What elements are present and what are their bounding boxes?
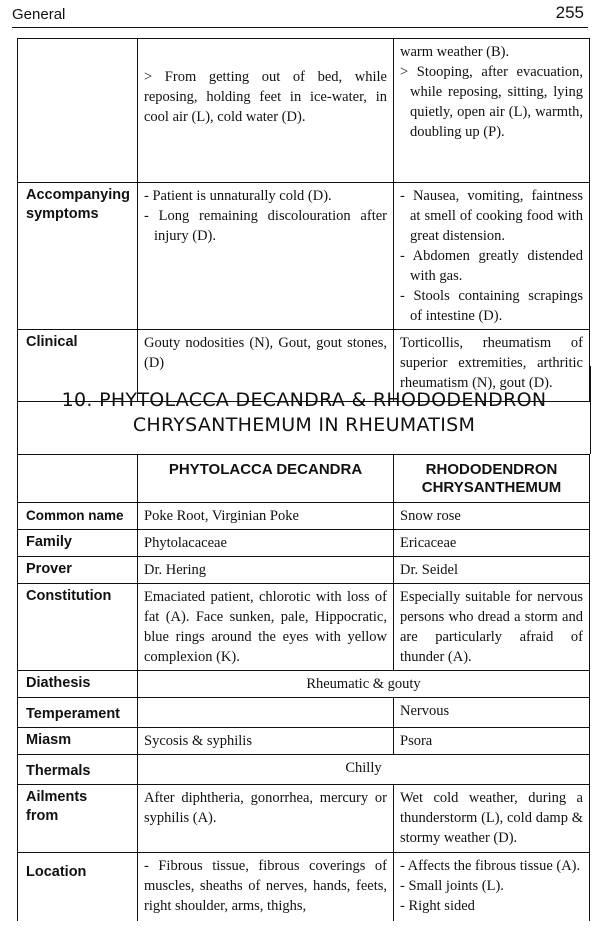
header-line: CHRYSANTHEMUM — [421, 479, 562, 496]
cell-a: Poke Root, Virginian Poke — [138, 503, 394, 530]
cell-a: Sycosis & syphilis — [138, 728, 394, 755]
modalities-better-col2 — [394, 39, 590, 183]
cell-a: - Fibrous tissue, fibrous coverings of muscles, sheaths of nerves, hands, feets, right shoulder, arms, thighs, — [138, 853, 394, 921]
label-text: Ailments from — [26, 789, 88, 824]
clinical-col1: Gouty nodosities (N), Gout, gout stones, (D) — [138, 330, 394, 402]
table-row — [18, 698, 590, 728]
header-line: RHODODENDRON — [425, 461, 558, 478]
list-item: - Affects the fibrous tissue (A). — [400, 858, 581, 874]
table-row — [18, 671, 590, 698]
blank-header-cell — [18, 455, 138, 503]
row-label: Common name — [18, 503, 138, 530]
cell-shared: Chilly — [138, 755, 590, 785]
modalities-better-col1 — [138, 39, 394, 183]
row-label: Location — [18, 853, 138, 921]
page-header — [0, 0, 600, 28]
cell-b: Nervous — [394, 698, 590, 728]
cell-text: > From getting out of bed, while reposing, holding feet in ice-water, in cool air (L), cold water (D). — [144, 69, 387, 125]
column-header-phytolacca: PHYTOLACCA DECANDRA — [138, 455, 394, 503]
cell-a: After diphtheria, gonorrhea, mercury or syphilis (A). — [138, 785, 394, 853]
list-item: warm weather (B). — [400, 44, 510, 60]
row-label: Accompanying symptoms — [18, 183, 138, 330]
phytolacca-rhododendron-table — [17, 454, 590, 921]
accompanying-col1 — [138, 183, 394, 330]
table-row — [18, 853, 590, 921]
list-item: - Abdomen greatly distended with gas. — [400, 248, 583, 284]
list-item: - Nausea, vomiting, faintness at smell of cooking food with great distension. — [400, 188, 583, 244]
table-row — [18, 39, 590, 183]
cell-a: Dr. Hering — [138, 557, 394, 584]
row-label: Miasm — [18, 728, 138, 755]
row-label — [18, 785, 138, 853]
row-label: Prover — [18, 557, 138, 584]
cell-b: Especially suitable for nervous persons who dread a storm and are particularly afraid of thunder (A). — [394, 584, 590, 671]
running-head: General — [12, 6, 66, 23]
accompanying-col2 — [394, 183, 590, 330]
page-number: 255 — [555, 3, 584, 22]
row-label: Family — [18, 530, 138, 557]
table-row — [18, 183, 590, 330]
list-item: - Patient is unnaturally cold (D). — [144, 188, 332, 204]
table-header-row — [18, 455, 590, 503]
header-rule — [12, 27, 588, 28]
cell-b — [394, 853, 590, 921]
table-row — [18, 503, 590, 530]
cell-shared: Rheumatic & gouty — [138, 671, 590, 698]
row-label: Diathesis — [18, 671, 138, 698]
column-header-rhododendron — [394, 455, 590, 503]
table-row — [18, 530, 590, 557]
cell-b: Psora — [394, 728, 590, 755]
section-title — [18, 388, 590, 438]
list-item: - Right sided — [400, 898, 475, 914]
cell-a: Phytolacaceae — [138, 530, 394, 557]
clinical-col2: Torticollis, rheumatism of superior extremities, arthritic rheumatism (N), gout (D). — [394, 330, 590, 402]
row-label: Clinical — [18, 330, 138, 402]
list-item: > Stooping, after evacuation, while reposing, sitting, lying quietly, open air (L), warmth, doubling up (P). — [400, 64, 583, 140]
cell-b: Snow rose — [394, 503, 590, 530]
cell-b: Dr. Seidel — [394, 557, 590, 584]
comparison-table-continued — [17, 38, 590, 402]
row-label: Thermals — [18, 755, 138, 785]
table-row — [18, 584, 590, 671]
cell-b: Ericaceae — [394, 530, 590, 557]
list-item: - Stools containing scrapings of intestine (D). — [400, 288, 583, 324]
cell-b: Wet cold weather, during a thunderstorm (L), cold damp & stormy weather (D). — [394, 785, 590, 853]
section-heading — [17, 366, 591, 454]
row-label: Constitution — [18, 584, 138, 671]
title-line: CHRYSANTHEMUM IN RHEUMATISM — [132, 414, 476, 436]
cell-a — [138, 698, 394, 728]
list-item: - Small joints (L). — [400, 878, 504, 894]
row-label: Temperament — [18, 698, 138, 728]
row-label — [18, 39, 138, 183]
table-row — [18, 728, 590, 755]
title-line: 10. PHYTOLACCA DECANDRA & RHODODENDRON — [61, 389, 547, 411]
table-row — [18, 755, 590, 785]
table-row — [18, 785, 590, 853]
list-item: - Long remaining discolouration after injury (D). — [144, 208, 387, 244]
table-row — [18, 557, 590, 584]
cell-a: Emaciated patient, chlorotic with loss of fat (A). Face sunken, pale, Hippocratic, blue rings around the eyes with yellow complexion (K). — [138, 584, 394, 671]
